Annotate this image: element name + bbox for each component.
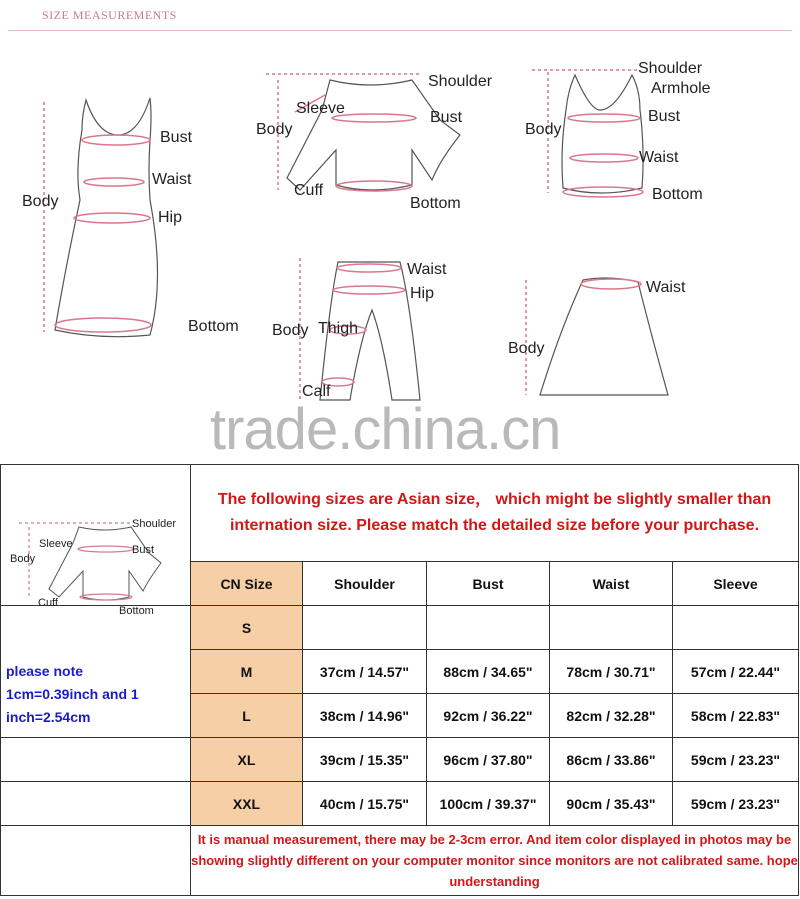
dress-bust-label: Bust xyxy=(160,129,193,146)
col-header-waist: Waist xyxy=(550,562,673,606)
pants-waist-label: Waist xyxy=(407,261,447,278)
shirt-body-label: Body xyxy=(256,121,293,138)
blank-cell xyxy=(1,826,191,896)
col-header-shoulder: Shoulder xyxy=(303,562,427,606)
measurement-disclaimer: It is manual measurement, there may be 2-3cm error. And item color displayed in photos may be showing slightly different on your computer monitor since monitors are not calibrated same. hope understanding xyxy=(191,826,799,896)
mini-bottom-label: Bottom xyxy=(119,605,154,617)
col-header-sleeve: Sleeve xyxy=(673,562,799,606)
mini-cuff-label: Cuff xyxy=(38,597,58,609)
size-label: XXL xyxy=(191,782,303,826)
shirt-outline xyxy=(287,80,463,190)
pants-hip-label: Hip xyxy=(410,285,435,302)
shirt-sleeve-label: Sleeve xyxy=(296,100,345,117)
tank-shoulder-label: Shoulder xyxy=(638,60,703,77)
shoulder-value: 40cm / 15.75" xyxy=(303,782,427,826)
shoulder-value: 39cm / 15.35" xyxy=(303,738,427,782)
skirt-body-label: Body xyxy=(508,340,545,357)
dress-hip-label: Hip xyxy=(158,209,183,226)
section-title: SIZE MEASUREMENTS xyxy=(42,8,177,22)
waist-value: 82cm / 32.28" xyxy=(550,694,673,738)
col-header-bust: Bust xyxy=(427,562,550,606)
pants-thigh-label: Thigh xyxy=(318,320,359,337)
sleeve-value: 59cm / 23.23" xyxy=(673,782,799,826)
bust-value: 100cm / 39.37" xyxy=(427,782,550,826)
pants-body-label: Body xyxy=(272,322,309,339)
dress-waist-label: Waist xyxy=(152,171,192,188)
pants-waist-line xyxy=(337,264,401,272)
mini-sleeve-label: Sleeve xyxy=(39,538,73,550)
waist-value: 78cm / 30.71" xyxy=(550,650,673,694)
blank-cell xyxy=(1,606,191,650)
mini-shirt-illustration xyxy=(1,465,189,605)
shirt-bottom-label: Bottom xyxy=(410,195,461,212)
sleeve-value: 59cm / 23.23" xyxy=(673,738,799,782)
table-row xyxy=(1,782,799,826)
size-label: L xyxy=(191,694,303,738)
dress-waist-line xyxy=(84,178,144,186)
mini-bust-label: Bust xyxy=(132,544,155,556)
shirt-bust-label: Bust xyxy=(430,109,463,126)
tank-bottom-label: Bottom xyxy=(652,186,703,203)
mini-diagram-cell xyxy=(1,465,191,617)
tank-waist-label: Waist xyxy=(639,149,679,166)
size-label: S xyxy=(191,606,303,650)
watermark: trade.china.cn xyxy=(210,397,561,462)
table-row xyxy=(1,650,799,694)
tank-body-label: Body xyxy=(525,121,562,138)
tank-waist-line xyxy=(570,154,638,162)
tank-outline xyxy=(562,75,643,193)
skirt-waist-label: Waist xyxy=(646,279,686,296)
asian-size-notice: The following sizes are Asian size， which might be slightly smaller than internation size. Please match the detailed size before your purchase. xyxy=(191,465,799,562)
size-chart-table xyxy=(0,464,799,896)
shoulder-value xyxy=(303,606,427,650)
skirt-waist-line xyxy=(581,279,641,289)
dress-bust-line xyxy=(82,135,150,145)
dress-outline xyxy=(55,98,158,337)
dress-body-label: Body xyxy=(22,193,59,210)
bust-value xyxy=(427,606,550,650)
tank-bottom-line xyxy=(563,187,643,197)
mini-body-label: Body xyxy=(10,553,36,565)
blank-cell xyxy=(1,738,191,782)
unit-conversion-note: please note 1cm=0.39inch and 1 inch=2.54cm xyxy=(1,650,191,738)
blank-cell xyxy=(1,782,191,826)
dress-hip-line xyxy=(74,213,150,223)
size-label: M xyxy=(191,650,303,694)
tank-bust-label: Bust xyxy=(648,108,681,125)
tank-armhole-label: Armhole xyxy=(651,80,711,97)
mini-shoulder-label: Shoulder xyxy=(132,518,177,530)
bust-value: 96cm / 37.80" xyxy=(427,738,550,782)
dress-bottom-line xyxy=(55,318,151,332)
col-header-size: CN Size xyxy=(191,562,303,606)
pants-calf-label: Calf xyxy=(302,383,331,400)
sleeve-value xyxy=(673,606,799,650)
table-row xyxy=(1,738,799,782)
shoulder-value: 38cm / 14.96" xyxy=(303,694,427,738)
bust-value: 92cm / 36.22" xyxy=(427,694,550,738)
shoulder-value: 37cm / 14.57" xyxy=(303,650,427,694)
size-label: XL xyxy=(191,738,303,782)
tank-bust-line xyxy=(568,114,640,122)
waist-value: 90cm / 35.43" xyxy=(550,782,673,826)
shirt-shoulder-label: Shoulder xyxy=(428,73,493,90)
waist-value xyxy=(550,606,673,650)
dress-bottom-label: Bottom xyxy=(188,318,239,335)
pants-hip-line xyxy=(333,286,405,294)
bust-value: 88cm / 34.65" xyxy=(427,650,550,694)
sleeve-value: 57cm / 22.44" xyxy=(673,650,799,694)
waist-value: 86cm / 33.86" xyxy=(550,738,673,782)
shirt-cuff-label: Cuff xyxy=(294,182,324,199)
sleeve-value: 58cm / 22.83" xyxy=(673,694,799,738)
